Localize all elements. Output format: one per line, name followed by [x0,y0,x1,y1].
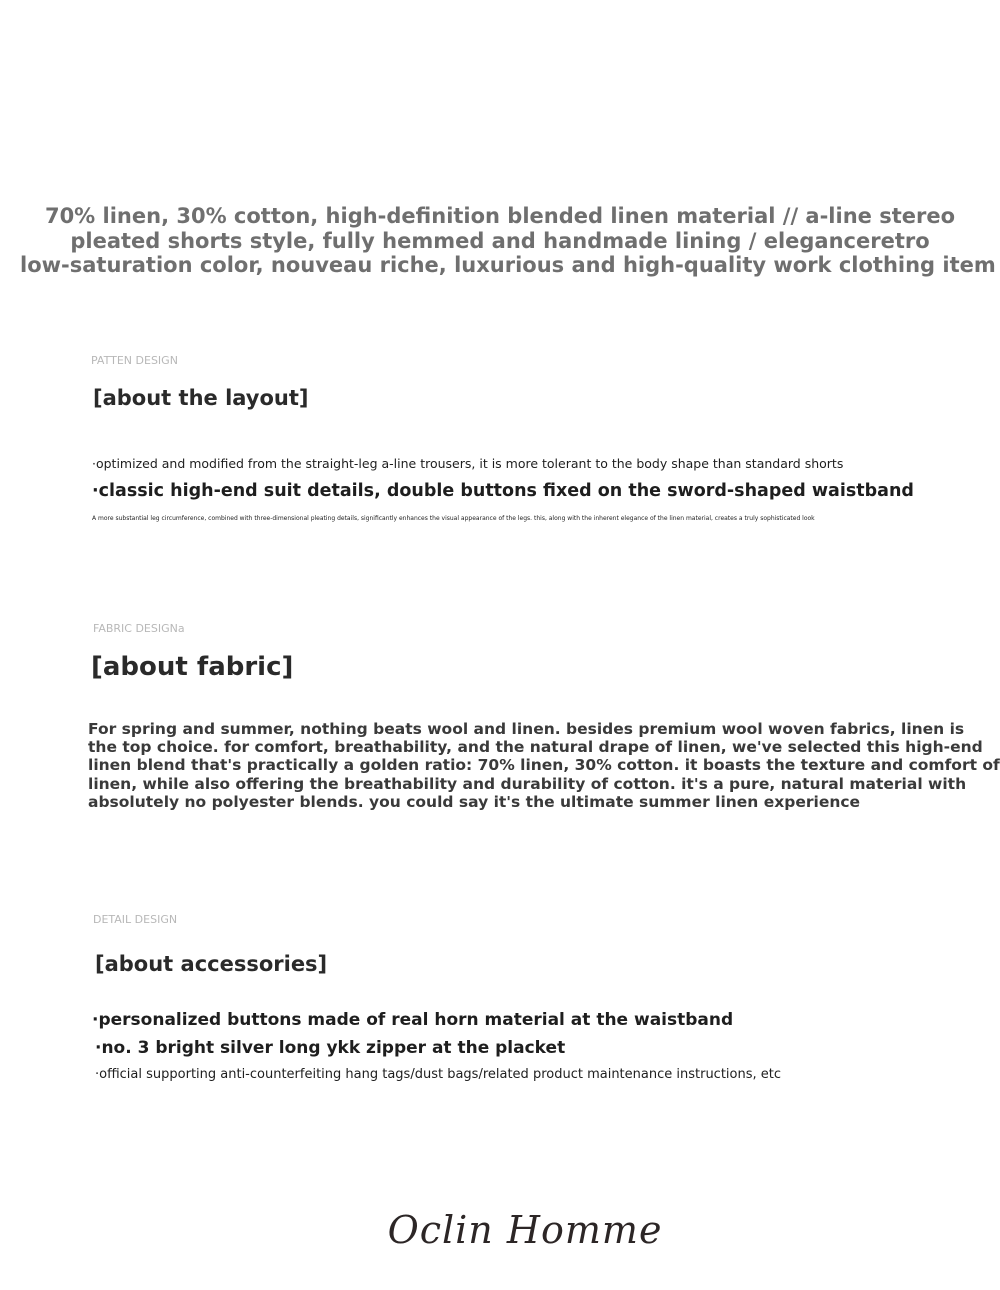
layout-note: A more substantial leg circumference, combined with three-dimensional pleating details, significantly enhances the visual appearance of the legs. this, along with the inherent elegance of the linen material, creates a truly sophisticated look [92,515,815,522]
fabric-eyebrow: FABRIC DESIGNa [93,622,185,635]
layout-point-1: ·optimized and modified from the straight-leg a-line trousers, it is more tolerant to the body shape than standard shorts [92,456,844,471]
accessories-heading: [about accessories] [95,952,328,976]
fabric-description [88,720,1000,811]
fabric-heading: [about fabric] [91,652,294,682]
accessories-eyebrow: DETAIL DESIGN [93,913,178,926]
accessories-point-1: ·personalized buttons made of real horn material at the waistband [92,1010,734,1030]
fabric-line: linen, while also offering the breathability and durability of cotton. it's a pure, natural material with [88,774,967,793]
brand-logo: Oclin Homme [387,1208,663,1252]
accessories-point-2: ·no. 3 bright silver long ykk zipper at the placket [95,1038,566,1058]
intro-text [20,204,996,278]
intro-line: 70% linen, 30% cotton, high-definition blended linen material // a-line stereo [44,204,956,228]
fabric-line: linen blend that's practically a golden ratio: 70% linen, 30% cotton. it boasts the texture and comfort of [88,756,1000,775]
fabric-line: the top choice. for comfort, breathability, and the natural drape of linen, we've selected this high-end [88,738,983,757]
accessories-point-3: ·official supporting anti-counterfeiting hang tags/dust bags/related product maintenance instructions, etc [95,1067,782,1082]
layout-eyebrow: PATTEN DESIGN [91,354,178,367]
intro-line: low-saturation color, nouveau riche, luxurious and high-quality work clothing item [20,253,996,277]
layout-point-2: ·classic high-end suit details, double buttons fixed on the sword-shaped waistband [92,481,914,501]
fabric-line: For spring and summer, nothing beats wool and linen. besides premium wool woven fabrics, linen is [88,720,965,738]
intro-line: pleated shorts style, fully hemmed and handmade lining / eleganceretro [70,228,930,253]
layout-heading: [about the layout] [93,386,309,410]
fabric-line: absolutely no polyester blends. you could say it's the ultimate summer linen experience [88,792,861,811]
